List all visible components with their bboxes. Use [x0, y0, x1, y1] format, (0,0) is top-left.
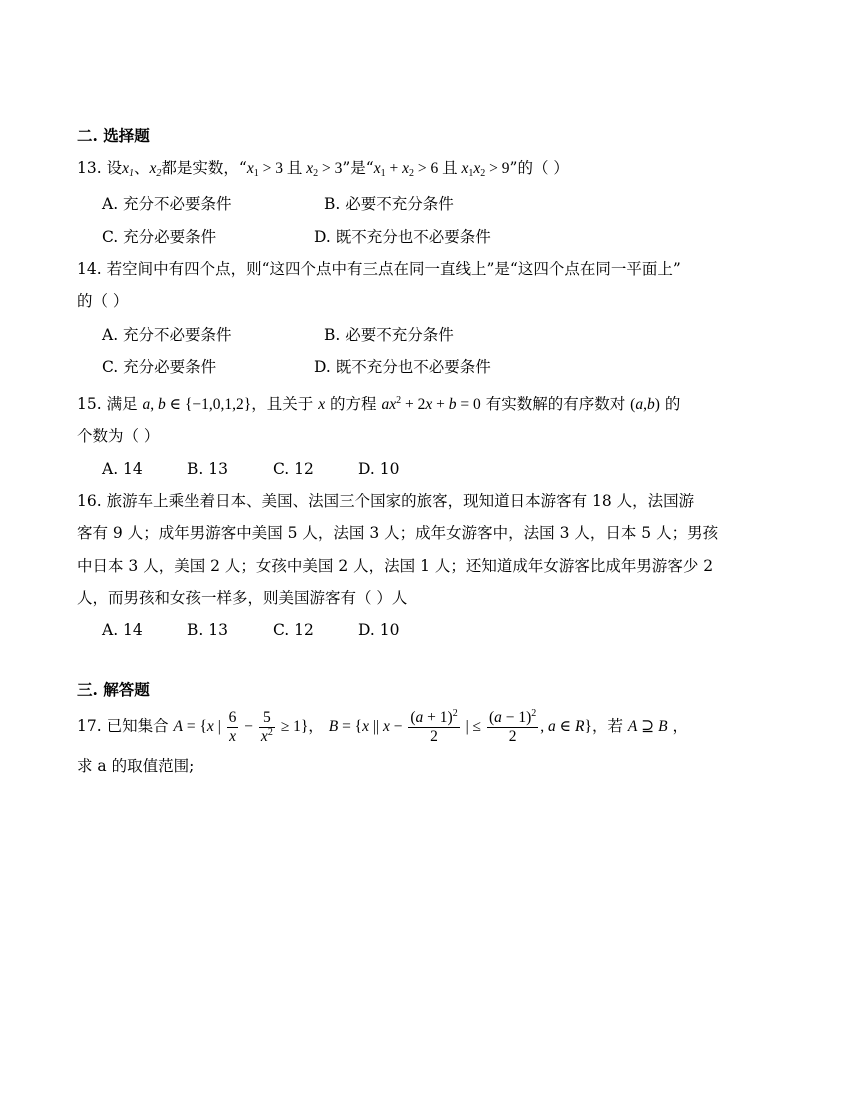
question-text: 都是实数，“ — [161, 159, 247, 177]
question-text: 、 — [134, 159, 150, 177]
question-text: 17. 已知集合 — [77, 717, 169, 735]
math-x2: $x_2$ — [149, 160, 162, 179]
option-c: C. 12 — [273, 621, 314, 639]
question-14-line-1: 14. 若空间中有四个点，则“这四个点中有三点在同一直线上”是“这四个点在同一平面上” — [77, 260, 681, 278]
option-c: C. 充分必要条件 — [102, 358, 217, 376]
math-superset: A ⊇ B — [627, 718, 668, 735]
math-x1: $x_1$ — [122, 160, 134, 179]
question-text: 15. 满足 — [77, 395, 138, 413]
option-b: B. 必要不充分条件 — [324, 195, 454, 213]
section-heading: 三. 解答题 — [77, 680, 150, 699]
math-x: x — [318, 396, 326, 413]
math-set: a, b ∈ {−1,0,1,2} — [142, 396, 252, 413]
option-d: D. 10 — [358, 621, 400, 639]
question-13 — [77, 158, 569, 179]
set-b-definition: B = {x || x − $\frac{(a + 1)^2}{2}$ | ≤ $\frac{(a - 1)^2}{2}$ , a ∈ R} — [328, 707, 592, 745]
option-a: A. 充分不必要条件 — [102, 326, 232, 344]
question-16-line-2: 客有 9 人；成年男游客中美国 5 人，法国 3 人；成年女游客中，法国 3 人，日本 5 人；男孩 — [77, 524, 719, 542]
question-text: ，且关于 — [251, 395, 314, 413]
math-equation: $ax^2 + 2x + b = 0$ — [381, 395, 481, 413]
option-a: A. 14 — [102, 621, 143, 639]
option-c: C. 12 — [273, 460, 314, 478]
question-16-line-4: 人，而男孩和女孩一样多，则美国游客有（ ）人 — [77, 589, 408, 607]
option-b: B. 必要不充分条件 — [324, 326, 454, 344]
question-17-line-2: 求 a 的取值范围; — [77, 757, 195, 775]
question-17-line-1 — [77, 706, 688, 747]
question-text: 有实数解的有序数对 — [485, 395, 626, 413]
set-a-definition: A = {x | $\frac{6}{x}$ − $\frac{5}{x^2}$ ≥ 1} — [173, 708, 309, 745]
option-d: D. 既不充分也不必要条件 — [314, 358, 491, 376]
option-b: B. 13 — [187, 621, 228, 639]
question-15-line-2: 个数为（ ） — [77, 427, 160, 445]
question-14-line-2: 的（ ） — [77, 292, 129, 310]
question-text: ， — [308, 717, 324, 735]
option-d: D. 10 — [358, 460, 400, 478]
question-16-line-1: 16. 旅游车上乘坐着日本、美国、法国三个国家的旅客，现知道日本游客有 18 人，法国游 — [77, 492, 695, 510]
option-b: B. 13 — [187, 460, 228, 478]
question-text: 的 — [664, 395, 681, 413]
question-text: 的方程 — [330, 395, 377, 413]
option-d: D. 既不充分也不必要条件 — [314, 228, 491, 246]
option-a: A. 14 — [102, 460, 143, 478]
option-a: A. 充分不必要条件 — [102, 195, 232, 213]
section-heading: 二. 选择题 — [77, 126, 150, 145]
math-pair: (a,b) — [630, 396, 660, 413]
condition-1: $x_1 > 3$ 且 $x_2 > 3$ — [246, 160, 343, 179]
condition-2: $x_1 + x_2 > 6$ 且 $x_1x_2 > 9$ — [373, 160, 510, 179]
option-c: C. 充分必要条件 — [102, 228, 217, 246]
question-15-line-1 — [77, 394, 680, 415]
question-16-line-3: 中日本 3 人，美国 2 人；女孩中美国 2 人，法国 1 人；还知道成年女游客比成年男游客少 2 — [77, 557, 714, 575]
question-text: ”的（ ） — [509, 159, 569, 177]
question-text: 设 — [106, 159, 123, 177]
question-number: 13. — [77, 159, 102, 177]
question-text: ， — [672, 717, 689, 735]
question-text: ，若 — [591, 717, 623, 735]
question-text: ”是“ — [342, 159, 374, 177]
